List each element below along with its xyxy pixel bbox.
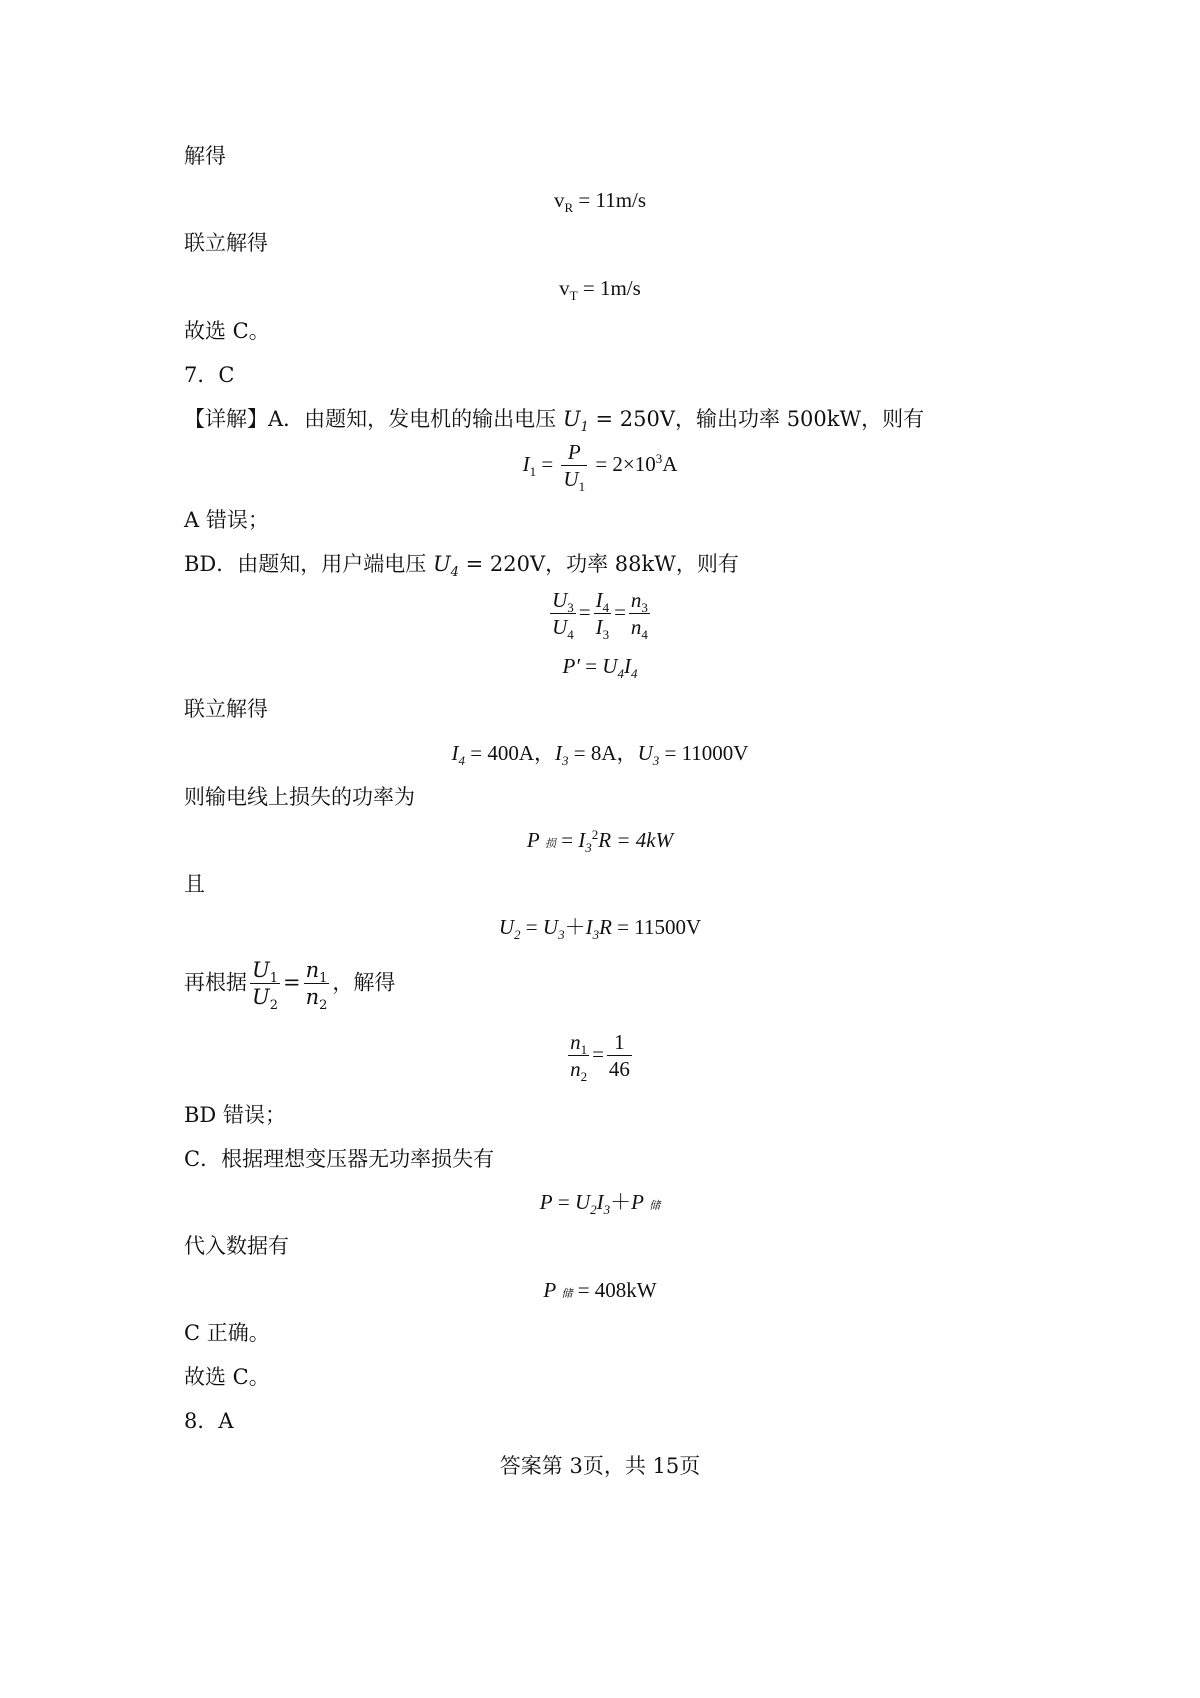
text-line: A 错误； [184,508,269,532]
text-line: C．根据理想变压器无功率损失有 [184,1147,495,1171]
text-line: 联立解得 [184,697,268,721]
equation-U2: $U_2 = U_3+I_3R = 11500V$ [498,915,702,943]
page-footer: 答案第 3页，共 15页 [499,1454,701,1478]
text-line: 则输电线上损失的功率为 [184,785,415,809]
equation-vR: $v_R = 11m/s$ [553,188,647,216]
equation-Pstore: P 储 = 408kW [543,1278,657,1302]
text-line: 且 [184,872,205,896]
text-line: C 正确。 [184,1321,270,1345]
text-line: 联立解得 [184,231,268,255]
equation-Ploss: P 损 = $I_3^2R = 4kW$ [526,827,674,856]
detail-line: 【详解】A．由题知，发电机的输出电压 $U_1 = 250V$，输出功率 500kW，则有 [184,407,925,436]
equation-I1: $I_1$ = $\frac{P}{U_1}$ = $2\times 10^3A$ [522,440,678,495]
text-line: 故选 C。 [184,319,270,343]
equation-turns-ratio: $\frac{n_1}{n_2}$ = $\frac{1}{46}$ [570,1030,630,1085]
question-number: 7．C [184,363,235,387]
equation-P-balance: $P = U_2I_3+P$ 储 [539,1190,661,1218]
detail-line: 再根据 $\frac{U_1}{U_2}$ = $\frac{n_1}{n_2}$ ，解得 [184,958,396,1014]
text-line: 故选 C。 [184,1365,270,1389]
question-number: 8．A [184,1409,234,1433]
equation-transformer-ratio: $\frac{U_3}{U_4}$ = $\frac{I_4}{I_3}$ = $\frac{n_3}{n_4}$ [552,588,648,643]
fraction: $\frac{P}{U_1}$ [563,440,586,495]
equation-results: $I_4 = 400A$，$I_3 = 8A$，$U_3 = 11000V$ [451,741,749,769]
detail-line: BD．由题知，用户端电压 $U_4 = 220V$，功率 88kW，则有 [184,552,739,581]
text-line: 解得 [184,144,226,168]
equation-vT: $v_T = 1m/s$ [559,276,641,304]
text-line: 代入数据有 [184,1234,289,1258]
text-line: BD 错误； [184,1103,286,1127]
equation-Pprime: $P' = U_4I_4$ [562,654,638,682]
